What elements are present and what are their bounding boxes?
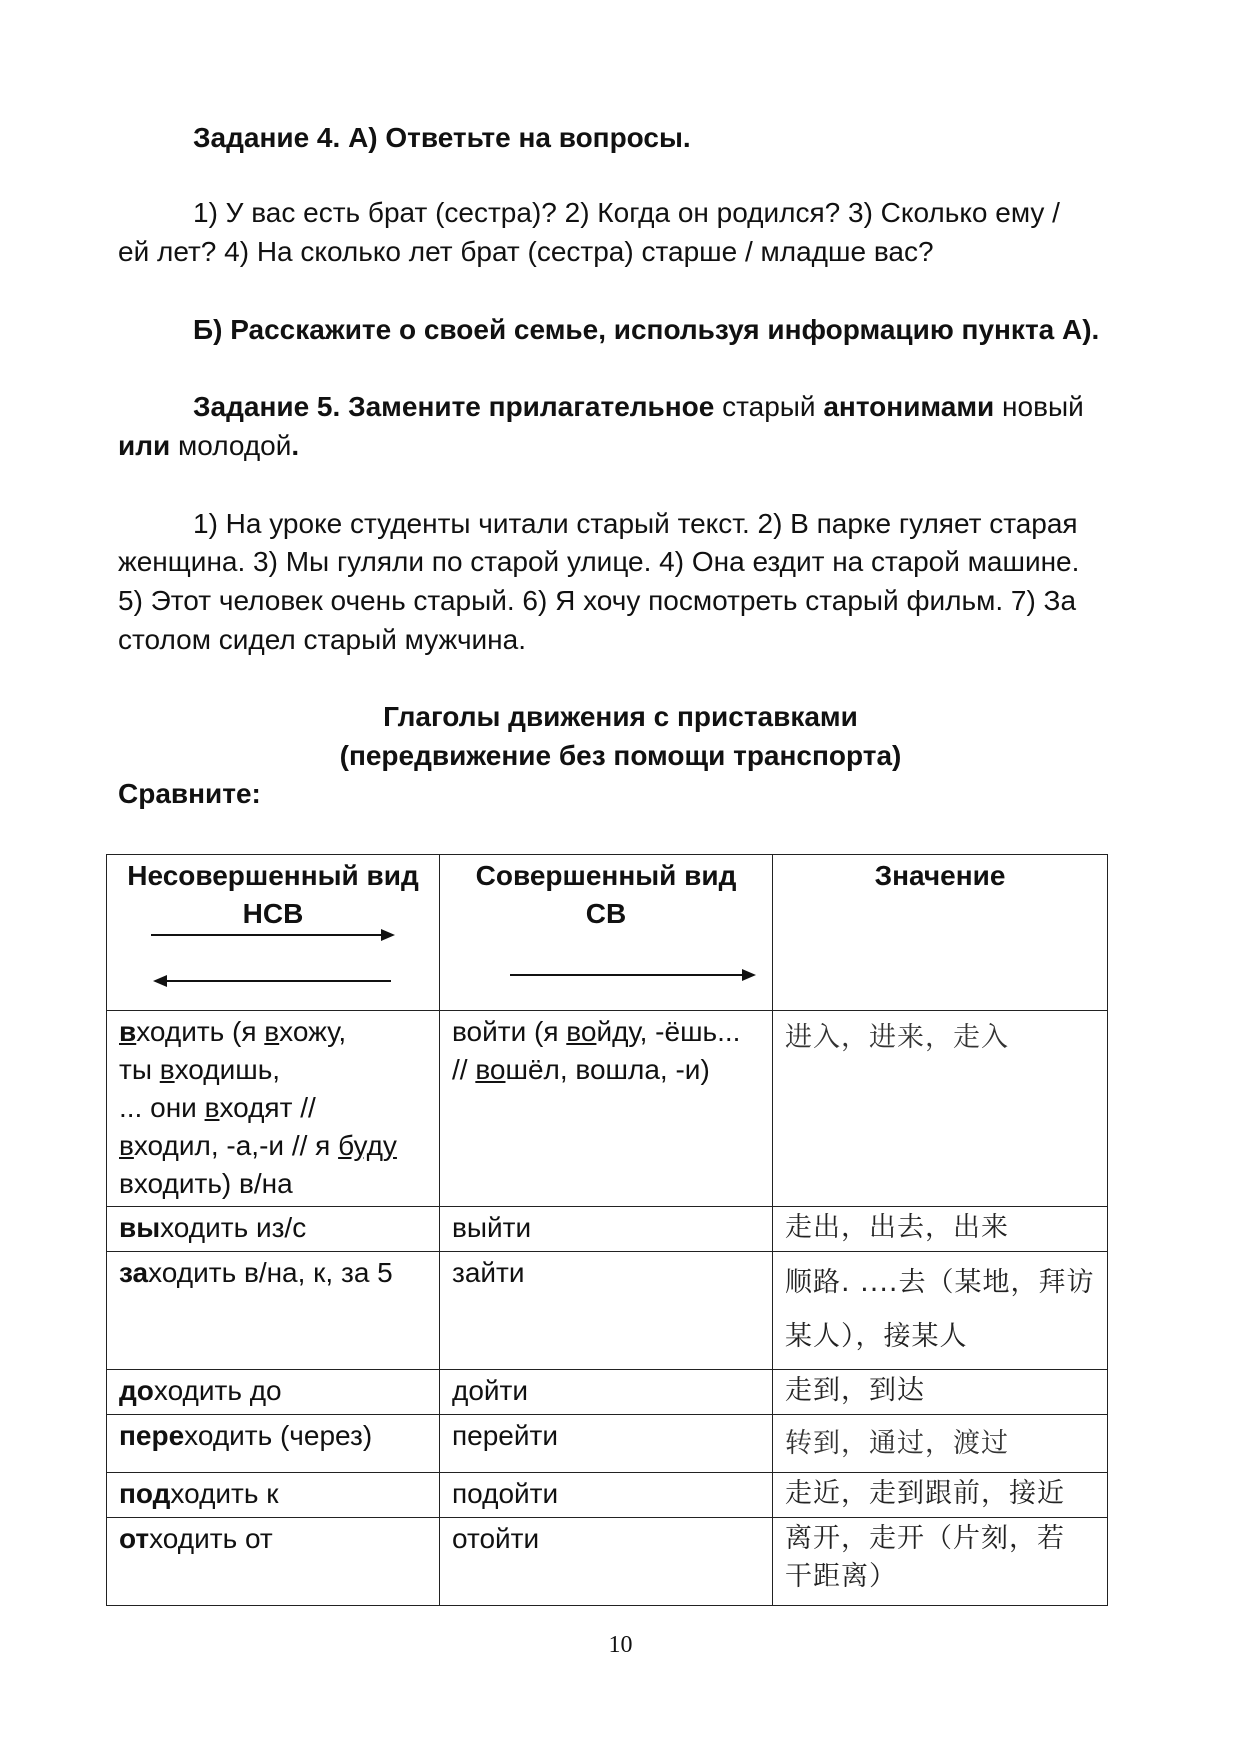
- meaning-text: 进入，进来，走入: [785, 1022, 1009, 1053]
- task5-line2: женщина. 3) Мы гуляли по старой улице. 4) Она ездит на старой машине.: [118, 546, 1080, 577]
- table-row: [107, 1207, 1108, 1252]
- text: входить) в/на: [119, 1168, 293, 1199]
- text: йду, -ёшь...: [596, 1016, 741, 1047]
- bidirectional-arrows-icon: [151, 923, 401, 993]
- task5-line3: 5) Этот человек очень старый. 6) Я хочу посмотреть старый фильм. 7) За: [118, 585, 1077, 616]
- meaning-text: 转到，通过，渡过: [785, 1428, 1009, 1459]
- task5-line4: столом сидел старый мужчина.: [118, 624, 526, 655]
- cell-meaning: [773, 1473, 1108, 1518]
- task4-question-line1: 1) У вас есть брат (сестра)? 2) Когда он родился? 3) Сколько ему /: [193, 197, 1060, 228]
- text: шёл, вошла, -и): [505, 1054, 710, 1085]
- task5-line1: 1) На уроке студенты читали старый текст. 2) В парке гуляет старая: [193, 508, 1078, 539]
- cell-imperfective: [107, 1370, 440, 1415]
- table-row: [107, 1415, 1108, 1473]
- task5-word-old: старый: [722, 391, 816, 422]
- prefix: от: [119, 1523, 150, 1554]
- task5-word-young: молодой: [178, 430, 292, 461]
- header-imperfective: [107, 855, 440, 1011]
- table-row: [107, 1252, 1108, 1370]
- task5-title-part: Задание 5. Замените прилагательное: [193, 391, 715, 422]
- stress: в: [264, 1016, 280, 1047]
- cell-imperfective: [107, 1207, 440, 1252]
- text: хожу,: [279, 1016, 347, 1047]
- prefix: в: [119, 1016, 137, 1047]
- cell-imperfective: [107, 1252, 440, 1370]
- task5-title-line2: [118, 427, 299, 465]
- meaning-text: 走出，出去，出来: [785, 1212, 1009, 1243]
- task5-period: .: [291, 430, 300, 461]
- section-title: Глаголы движения с приставками: [383, 701, 858, 732]
- cell-perfective: [440, 1011, 773, 1207]
- header-imperfective-abbr: НСВ: [242, 898, 304, 929]
- cell-meaning: [773, 1207, 1108, 1252]
- cell-meaning: [773, 1370, 1108, 1415]
- right-arrow-icon: [510, 963, 760, 987]
- text: ходить (через): [184, 1420, 373, 1451]
- header-imperfective-label: Несовершенный вид: [127, 860, 419, 891]
- meaning-text: 走近，走到跟前，接近: [785, 1478, 1065, 1509]
- text: ходить от: [149, 1523, 273, 1554]
- cell-meaning: [773, 1415, 1108, 1473]
- prefix: вы: [119, 1212, 161, 1243]
- compare-label: Сравните:: [118, 778, 261, 809]
- stress: в: [119, 1130, 134, 1161]
- header-perfective-abbr: СВ: [585, 898, 627, 929]
- text: ходить к: [170, 1478, 279, 1509]
- text: //: [452, 1054, 476, 1085]
- cell-imperfective: [107, 1011, 440, 1207]
- stress: во: [475, 1054, 506, 1085]
- table-row: [107, 1011, 1108, 1207]
- text: ходить из/с: [160, 1212, 307, 1243]
- task5-word-or: или: [118, 430, 171, 461]
- cell-perfective: выйти: [440, 1207, 773, 1252]
- text: ходить до: [153, 1375, 282, 1406]
- meaning-text: 干距离）: [785, 1561, 897, 1592]
- verbs-table: [106, 854, 1108, 1606]
- cell-perfective: подойти: [440, 1473, 773, 1518]
- page-number: 10: [608, 1632, 633, 1658]
- task5-word-new: новый: [1002, 391, 1084, 422]
- cell-meaning: [773, 1011, 1108, 1207]
- table-row: [107, 1473, 1108, 1518]
- table-row: [107, 1518, 1108, 1606]
- text: ходил, -а,-и // я: [133, 1130, 339, 1161]
- cell-meaning: [773, 1252, 1108, 1370]
- text: ходить (я: [136, 1016, 265, 1047]
- task5-word-antonyms: антонимами: [823, 391, 995, 422]
- cell-imperfective: [107, 1415, 440, 1473]
- text: ходишь,: [174, 1054, 281, 1085]
- text: ходить в/на, к, за 5: [148, 1257, 393, 1288]
- prefix: до: [119, 1375, 154, 1406]
- task4-part-b: Б) Расскажите о своей семье, используя информацию пункта А).: [193, 314, 1100, 345]
- meaning-text: 某人），接某人: [785, 1321, 968, 1352]
- header-perfective-label: Совершенный вид: [475, 860, 737, 891]
- prefix: под: [119, 1478, 171, 1509]
- section-subtitle: (передвижение без помощи транспорта): [339, 740, 902, 771]
- cell-perfective: зайти: [440, 1252, 773, 1370]
- stress: буду: [338, 1130, 397, 1161]
- meaning-text: 顺路. ....去（某地，拜访: [785, 1267, 1095, 1298]
- cell-meaning: [773, 1518, 1108, 1606]
- text: ... они: [119, 1092, 205, 1123]
- cell-perfective: перейти: [440, 1415, 773, 1473]
- meaning-text: 离开，走开（片刻，若: [785, 1523, 1065, 1554]
- prefix: за: [119, 1257, 149, 1288]
- meaning-text: 走到，到达: [785, 1375, 925, 1406]
- cell-perfective: дойти: [440, 1370, 773, 1415]
- header-perfective: [440, 855, 773, 1011]
- stress: в: [159, 1054, 175, 1085]
- stress: во: [566, 1016, 597, 1047]
- text: войти (я: [452, 1016, 567, 1047]
- text: ты: [119, 1054, 160, 1085]
- stress: в: [204, 1092, 220, 1123]
- cell-imperfective: [107, 1473, 440, 1518]
- task5-title-line1: [193, 388, 1084, 426]
- task4-title: Задание 4. А) Ответьте на вопросы.: [193, 122, 691, 153]
- table-header-row: [107, 855, 1108, 1011]
- prefix: пере: [119, 1420, 185, 1451]
- text: ходят //: [219, 1092, 316, 1123]
- table-row: [107, 1370, 1108, 1415]
- cell-imperfective: [107, 1518, 440, 1606]
- task4-question-line2: ей лет? 4) На сколько лет брат (сестра) старше / младше вас?: [118, 236, 934, 267]
- header-meaning: Значение: [773, 855, 1108, 1011]
- cell-perfective: отойти: [440, 1518, 773, 1606]
